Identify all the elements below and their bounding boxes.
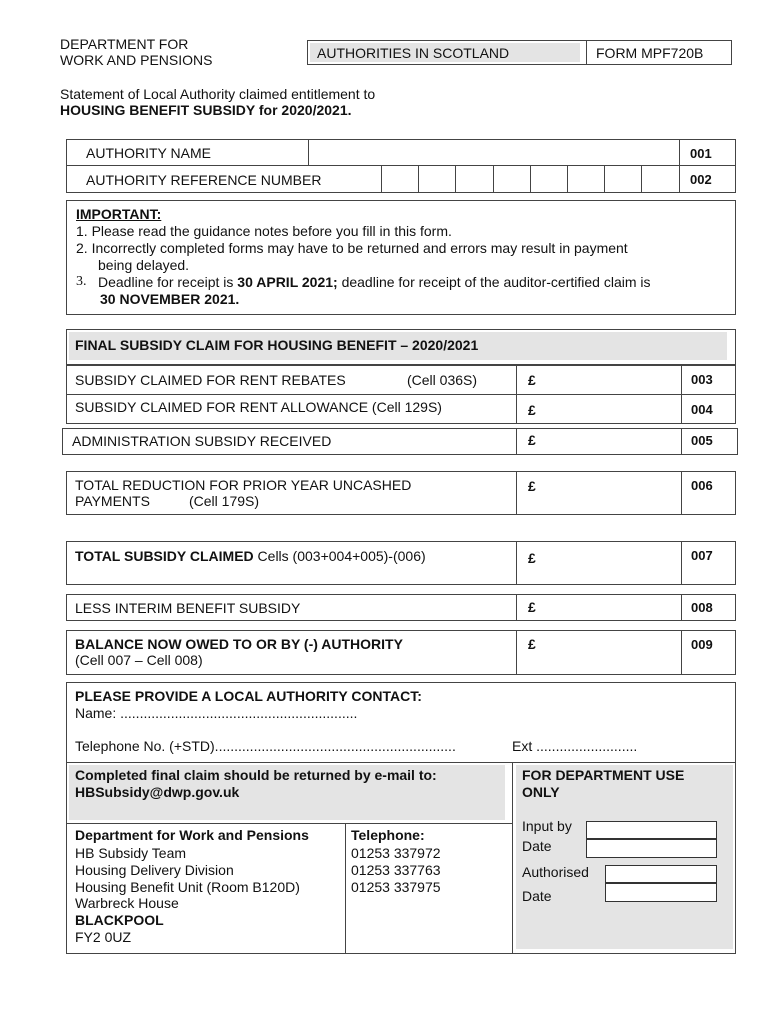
department-line1: DEPARTMENT FOR <box>60 36 189 52</box>
telephone-number: 01253 337975 <box>351 879 441 895</box>
authorised-field[interactable] <box>605 865 717 883</box>
total-currency: £ <box>528 550 536 566</box>
code-006: 006 <box>691 478 713 493</box>
input-date-field[interactable] <box>586 839 717 858</box>
telephone-label: Telephone: <box>351 827 425 843</box>
balance-amount-input[interactable] <box>540 632 678 673</box>
authorised-label: Authorised <box>522 864 589 880</box>
code-001: 001 <box>690 146 712 161</box>
amount-divider <box>516 471 517 515</box>
rent-allowance-currency: £ <box>528 402 536 418</box>
rent-allowance-label: SUBSIDY CLAIMED FOR RENT ALLOWANCE (Cell 129S) <box>75 399 442 415</box>
item3-post: deadline for receipt of the auditor-certified claim is <box>337 274 651 290</box>
important-item-3-cont: 30 NOVEMBER 2021. <box>100 291 240 307</box>
item3-deadline: 30 APRIL 2021; <box>237 274 338 290</box>
contact-phone-field[interactable]: Telephone No. (+STD).............................................................. <box>75 738 456 754</box>
contact-name-field[interactable]: Name: ............................................................. <box>75 705 358 721</box>
address-line: Department for Work and Pensions <box>75 827 309 843</box>
address-line: Housing Delivery Division <box>75 862 234 878</box>
authority-code-divider <box>679 139 680 193</box>
amount-divider <box>516 594 517 621</box>
address-city: BLACKPOOL <box>75 912 164 928</box>
amount-divider <box>516 365 517 424</box>
interim-label: LESS INTERIM BENEFIT SUBSIDY <box>75 600 301 616</box>
total-label-cells: Cells (003+004+005)-(006) <box>253 548 426 564</box>
important-item-1: 1. Please read the guidance notes before you fill in this form. <box>76 223 452 239</box>
code-007: 007 <box>691 548 713 563</box>
reduction-label-line2: PAYMENTS <box>75 493 150 509</box>
authority-name-label: AUTHORITY NAME <box>86 145 211 161</box>
telephone-divider <box>345 823 346 954</box>
form-id: FORM MPF720B <box>596 45 704 61</box>
important-item-3-number: 3. <box>76 274 87 289</box>
code-divider <box>681 630 682 675</box>
admin-label: ADMINISTRATION SUBSIDY RECEIVED <box>72 433 332 449</box>
code-008: 008 <box>691 600 713 615</box>
total-label <box>75 548 426 564</box>
input-by-field[interactable] <box>586 821 717 839</box>
claim-title: FINAL SUBSIDY CLAIM FOR HOUSING BENEFIT – 2020/2021 <box>75 337 479 353</box>
dept-use-heading: FOR DEPARTMENT USE <box>522 767 685 783</box>
authority-name-input[interactable] <box>309 140 678 164</box>
header-divider <box>586 40 587 65</box>
intro-line2: HOUSING BENEFIT SUBSIDY for 2020/2021. <box>60 102 352 118</box>
item3-pre: Deadline for receipt is <box>98 274 238 290</box>
code-009: 009 <box>691 637 713 652</box>
code-003: 003 <box>691 372 713 387</box>
rent-row-divider <box>66 394 736 395</box>
rent-allowance-amount-input[interactable] <box>540 396 678 422</box>
reduction-label-line1: TOTAL REDUCTION FOR PRIOR YEAR UNCASHED <box>75 477 412 493</box>
contact-section-divider <box>66 762 736 763</box>
telephone-number: 01253 337972 <box>351 845 441 861</box>
return-email[interactable]: HBSubsidy@dwp.gov.uk <box>75 784 240 800</box>
admin-amount-input[interactable] <box>540 430 678 453</box>
interim-currency: £ <box>528 599 536 615</box>
address-line: Warbreck House <box>75 895 179 911</box>
rent-rebates-currency: £ <box>528 372 536 388</box>
code-divider <box>681 365 682 424</box>
code-005: 005 <box>691 433 713 448</box>
code-divider <box>681 428 682 455</box>
interim-amount-input[interactable] <box>540 596 678 619</box>
code-divider <box>681 471 682 515</box>
contact-heading: PLEASE PROVIDE A LOCAL AUTHORITY CONTACT: <box>75 688 422 704</box>
telephone-number: 01253 337763 <box>351 862 441 878</box>
total-amount-input[interactable] <box>540 543 678 583</box>
admin-currency: £ <box>528 432 536 448</box>
balance-label-line2: (Cell 007 – Cell 008) <box>75 652 203 668</box>
code-divider <box>681 594 682 621</box>
address-divider <box>66 823 512 824</box>
amount-divider <box>516 428 517 455</box>
contact-ext-field[interactable]: Ext .......................... <box>512 738 638 754</box>
balance-currency: £ <box>528 636 536 652</box>
authorised-date-label: Date <box>522 888 552 904</box>
input-by-label: Input by <box>522 818 572 834</box>
address-line: Housing Benefit Unit (Room B120D) <box>75 879 300 895</box>
input-date-label: Date <box>522 838 552 854</box>
region-label: AUTHORITIES IN SCOTLAND <box>317 45 510 61</box>
dept-use-heading-cont: ONLY <box>522 784 560 800</box>
important-item-2: 2. Incorrectly completed forms may have to be returned and errors may result in payment <box>76 240 628 256</box>
address-postcode: FY2 0UZ <box>75 929 132 945</box>
intro-line1: Statement of Local Authority claimed entitlement to <box>60 86 376 102</box>
authorised-date-field[interactable] <box>605 883 717 902</box>
authority-ref-input[interactable] <box>382 166 678 192</box>
return-instruction: Completed final claim should be returned by e-mail to: <box>75 767 437 783</box>
amount-divider <box>516 630 517 675</box>
rent-rebates-amount-input[interactable] <box>540 367 678 392</box>
total-label-bold: TOTAL SUBSIDY CLAIMED <box>75 548 254 564</box>
department-line2: WORK AND PENSIONS <box>60 52 213 68</box>
reduction-amount-input[interactable] <box>540 473 678 513</box>
important-item-2-cont: being delayed. <box>98 257 190 273</box>
code-002: 002 <box>690 172 712 187</box>
amount-divider <box>516 541 517 585</box>
balance-label-line1: BALANCE NOW OWED TO OR BY (-) AUTHORITY <box>75 636 403 652</box>
reduction-cell: (Cell 179S) <box>189 493 260 509</box>
authority-ref-label: AUTHORITY REFERENCE NUMBER <box>86 172 322 188</box>
important-item-3 <box>98 274 651 290</box>
rent-rebates-label: SUBSIDY CLAIMED FOR RENT REBATES <box>75 372 346 388</box>
address-line: HB Subsidy Team <box>75 845 187 861</box>
code-divider <box>681 541 682 585</box>
dept-use-divider <box>512 762 513 954</box>
important-heading: IMPORTANT: <box>76 206 162 222</box>
rent-rebates-cell: (Cell 036S) <box>407 372 478 388</box>
code-004: 004 <box>691 402 713 417</box>
reduction-currency: £ <box>528 478 536 494</box>
